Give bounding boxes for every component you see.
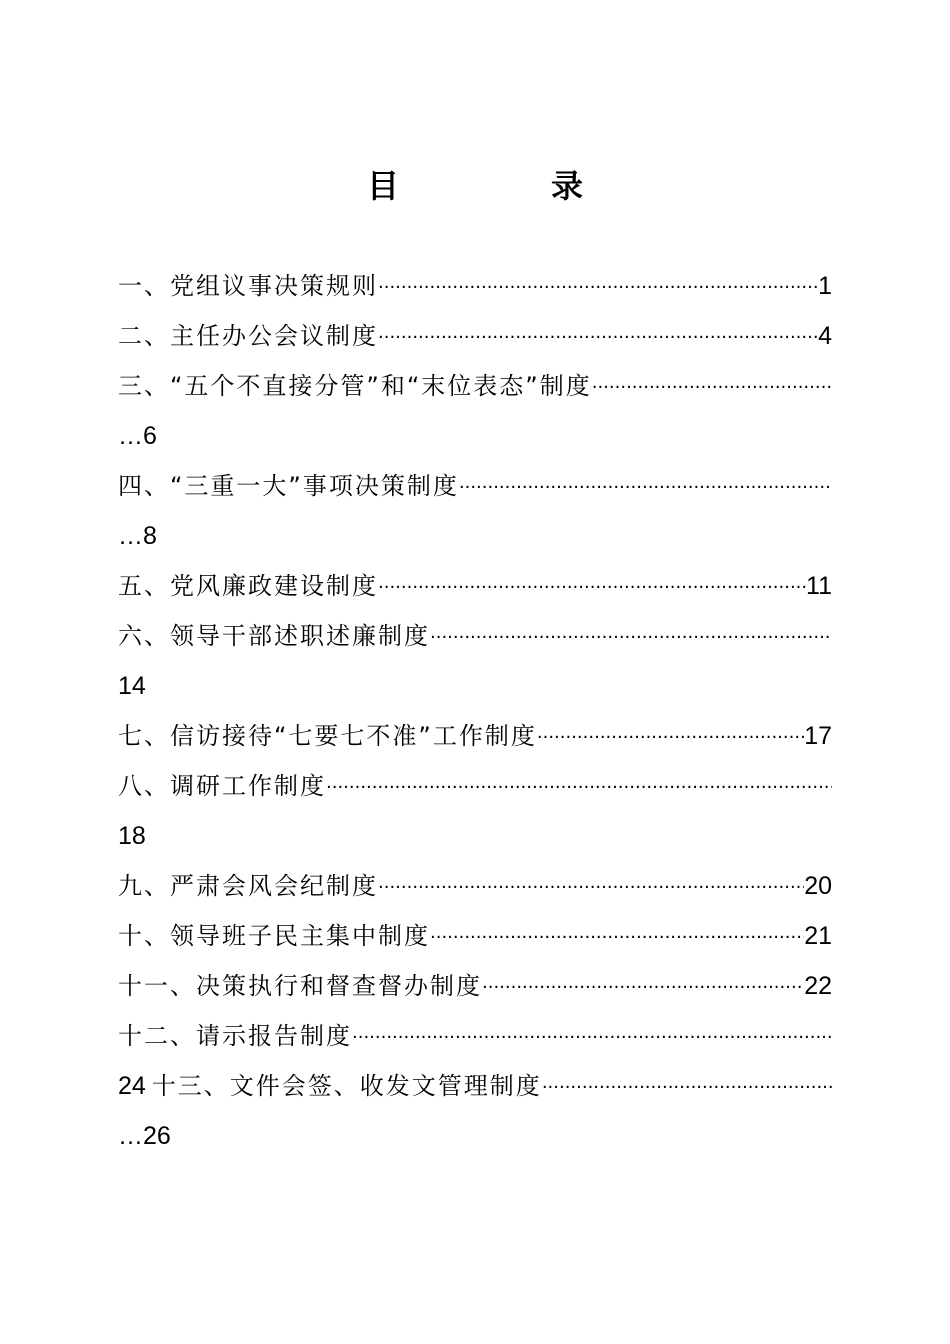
- toc-page-number: 1: [818, 272, 832, 300]
- toc-entry[interactable]: [118, 611, 832, 661]
- toc-entry-label: 十二、请示报告制度: [118, 1022, 352, 1050]
- toc-entry[interactable]: [118, 311, 832, 361]
- toc-leader-dots: [326, 763, 832, 811]
- toc-page-number: …26: [118, 1122, 171, 1150]
- toc-entry-continuation[interactable]: [118, 1111, 832, 1161]
- toc-leader-dots: [378, 313, 818, 361]
- toc-entry[interactable]: [118, 361, 832, 411]
- toc-entry-label: 三、“五个不直接分管”和“末位表态”制度: [118, 372, 592, 400]
- toc-entry[interactable]: [118, 961, 832, 1011]
- toc-entry-continuation[interactable]: [118, 661, 832, 711]
- toc-entry-continuation[interactable]: [118, 411, 832, 461]
- toc-leader-dots: [542, 1063, 832, 1111]
- toc-entry-label: 一、党组议事决策规则: [118, 272, 378, 300]
- toc-entry-label: 十一、决策执行和督查督办制度: [118, 972, 482, 1000]
- toc-page-number: 21: [804, 922, 832, 950]
- toc-page-number: 11: [806, 572, 832, 600]
- toc-page-number: 4: [818, 322, 832, 350]
- toc-entry[interactable]: [118, 1061, 832, 1111]
- toc-leader-dots: [430, 613, 832, 661]
- toc-page-number: 14: [118, 672, 146, 700]
- toc-entry[interactable]: [118, 561, 832, 611]
- toc-entry-label: 九、严肃会风会纪制度: [118, 872, 378, 900]
- toc-entry-label: 二、主任办公会议制度: [118, 322, 378, 350]
- toc-leader-dots: [352, 1013, 832, 1061]
- toc-entry[interactable]: [118, 911, 832, 961]
- toc-entry[interactable]: [118, 1011, 832, 1061]
- toc-entry-continuation[interactable]: [118, 511, 832, 561]
- toc-leader-dots: [378, 563, 806, 611]
- toc-entry-label: 六、领导干部述职述廉制度: [118, 622, 430, 650]
- page-title: 目 录: [366, 167, 643, 205]
- toc-entry[interactable]: [118, 261, 832, 311]
- toc-page-number: …6: [118, 422, 157, 450]
- toc-leader-dots: [592, 363, 832, 411]
- toc-page-number: …8: [118, 522, 157, 550]
- toc-page-number: 18: [118, 822, 146, 850]
- toc-leader-dots: [537, 713, 804, 761]
- toc-page-number: 20: [804, 872, 832, 900]
- toc-leader-dots: [378, 263, 818, 311]
- toc-entry[interactable]: [118, 761, 832, 811]
- toc-leader-dots: [482, 963, 804, 1011]
- table-of-contents: [118, 261, 832, 1161]
- toc-entry-label: 八、调研工作制度: [118, 772, 326, 800]
- toc-entry-label: 十、领导班子民主集中制度: [118, 922, 430, 950]
- toc-entry[interactable]: [118, 711, 832, 761]
- toc-leader-dots: [459, 463, 832, 511]
- toc-page-number: 22: [804, 972, 832, 1000]
- toc-entry-label: 四、“三重一大”事项决策制度: [118, 472, 459, 500]
- toc-leader-dots: [378, 863, 804, 911]
- toc-page-number: 17: [804, 722, 832, 750]
- toc-entry-label: 五、党风廉政建设制度: [118, 572, 378, 600]
- toc-entry[interactable]: [118, 461, 832, 511]
- toc-page-number-prefix: 24: [118, 1072, 146, 1100]
- toc-entry[interactable]: [118, 861, 832, 911]
- toc-entry-continuation[interactable]: [118, 811, 832, 861]
- toc-entry-label: 十三、文件会签、收发文管理制度: [151, 1072, 542, 1100]
- toc-leader-dots: [430, 913, 804, 961]
- toc-entry-label: 七、信访接待“七要七不准”工作制度: [118, 722, 537, 750]
